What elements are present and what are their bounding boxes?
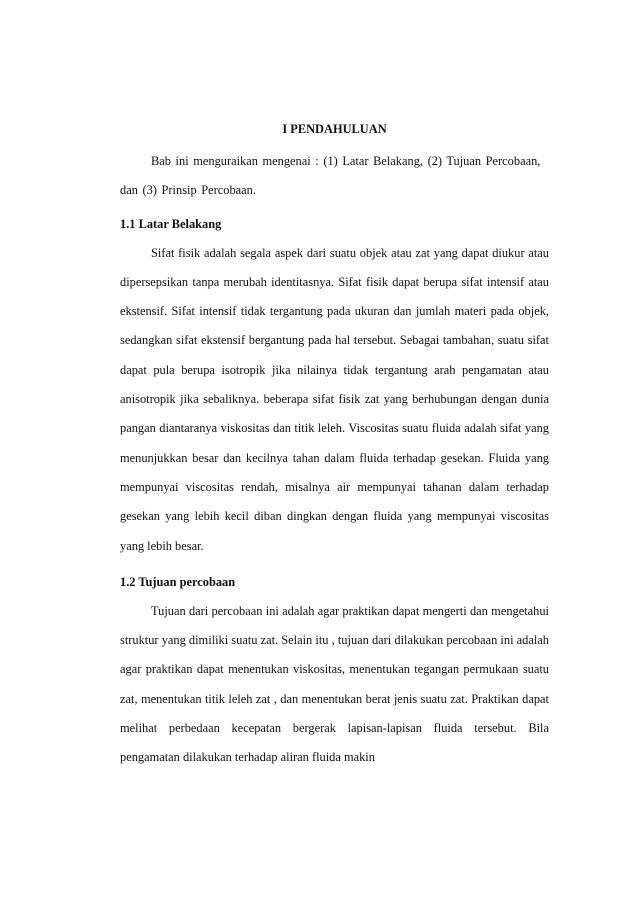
page-content: [120, 121, 549, 773]
section-heading-latar-belakang: 1.1 Latar Belakang: [120, 216, 222, 231]
section-heading-tujuan-percobaan: 1.2 Tujuan percobaan: [120, 574, 236, 589]
section-paragraph-latar-belakang: Sifat fisik adalah segala aspek dari suatu objek atau zat yang dapat diukur atau dipersepsikan tanpa merubah identitasnya. Sifat fisik dapat berupa sifat intensif atau ekstensif. Sifat intensif tidak tergantung pada ukuran dan jumlah materi pada objek, sedangkan sifat ekstensif bergantung pada hal tersebut. Sebagai tambahan, suatu sifat dapat pula berupa isotropik jika nilainya tidak tergantung arah pengamatan atau anisotropik jika sebaliknya. beberapa sifat fisik zat yang berhubungan dengan dunia pangan diantaranya viskositas dan titik leleh. Viscositas suatu fluida adalah sifat yang menunjukkan besar dan kecilnya tahan dalam fluida terhadap gesekan. Fluida yang mempunyai viscositas rendah, misalnya air mempunyai tahanan dalam terhadap gesekan yang lebih kecil diban dingkan dengan fluida yang mempunyai viscositas yang lebih besar.: [120, 245, 549, 553]
intro-paragraph: Bab ini menguraikan mengenai : (1) Latar Belakang, (2) Tujuan Percobaan, dan (3) Prinsip Percobaan.: [120, 154, 541, 198]
chapter-title: I PENDAHULUAN: [282, 122, 387, 136]
section-paragraph-tujuan-percobaan: Tujuan dari percobaan ini adalah agar praktikan dapat mengerti dan mengetahui struktur yang dimiliki suatu zat. Selain itu , tujuan dari dilakukan percobaan ini adalah agar praktikan dapat menentukan viskositas, menentukan tegangan permukaan suatu zat, menentukan titik leleh zat , dan menentukan berat jenis suatu zat. Praktikan dapat melihat perbedaan kecepatan bergerak lapisan-lapisan fluida tersebut. Bila pengamatan dilakukan terhadap aliran fluida makin: [120, 603, 549, 765]
